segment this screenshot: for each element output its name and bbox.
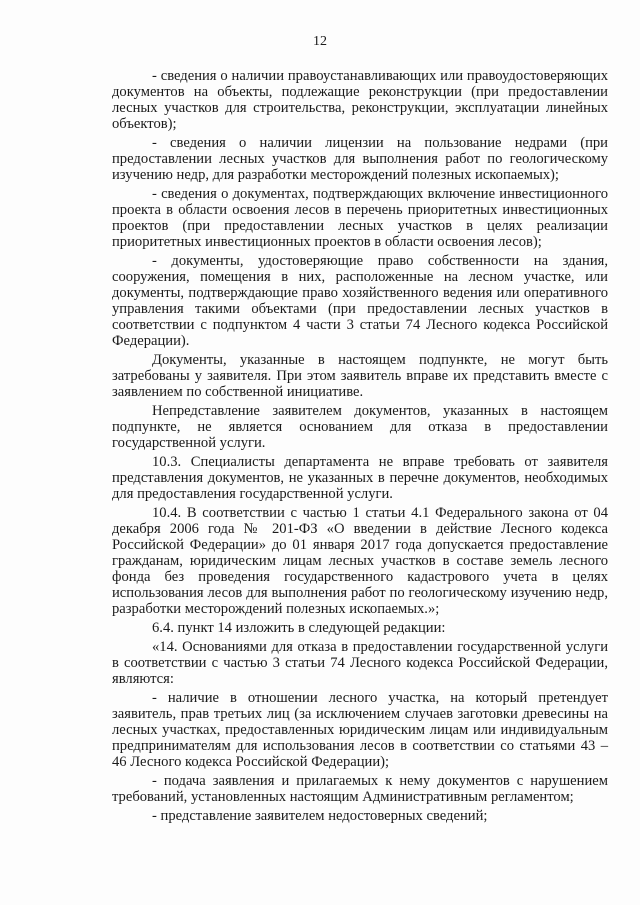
paragraph-6: Непредставление заявителем документов, указанных в настоящем подпункте, не является основанием для отказа в предоставлении государственной услуги. [112, 403, 608, 451]
paragraph-9: 6.4. пункт 14 изложить в следующей редакции: [152, 620, 446, 636]
page-number: 12 [313, 34, 327, 49]
paragraph-10: «14. Основаниями для отказа в предоставлении государственной услуги в соответствии с частью 3 статьи 74 Лесного кодекса Российской Федерации, являются: [112, 639, 608, 687]
paragraph-13: - представление заявителем недостоверных сведений; [152, 808, 488, 824]
paragraph-4: - документы, удостоверяющие право собственности на здания, сооружения, помещения в них, расположенные на лесном участке, или документы, подтверждающие право хозяйственного ведения или оперативного управления такими объектами (при предоставлении лесных участков в соответствии с подпунктом 4 части 3 статьи 74 Лесного кодекса Российской Федерации). [112, 253, 608, 349]
paragraph-2: - сведения о наличии лицензии на пользование недрами (при предоставлении лесных участков для выполнения работ по геологическому изучению недр, для разработки месторождений полезных ископаемых); [112, 135, 608, 183]
paragraph-5: Документы, указанные в настоящем подпункте, не могут быть затребованы у заявителя. При этом заявитель вправе их представить вместе с заявлением по собственной инициативе. [112, 352, 608, 400]
document-body [112, 68, 608, 827]
paragraph-3: - сведения о документах, подтверждающих включение инвестиционного проекта в области освоения лесов в перечень приоритетных инвестиционных проектов (при предоставлении лесных участков в целях реализации приоритетных инвестиционных проектов в области освоения лесов); [112, 186, 608, 250]
paragraph-11: - наличие в отношении лесного участка, на который претендует заявитель, прав третьих лиц (за исключением случаев заготовки древесины на лесных участках, предоставленных юридическим лицам или индивидуальным предпринимателям для использования лесов в соответствии со статьями 43 – 46 Лесного кодекса Российской Федерации); [112, 690, 608, 770]
paragraph-1: - сведения о наличии правоустанавливающих или правоудостоверяющих документов на объекты, подлежащие реконструкции (при предоставлении лесных участков для строительства, реконструкции, эксплуатации линейных объектов); [112, 68, 608, 132]
paragraph-8: 10.4. В соответствии с частью 1 статьи 4.1 Федерального закона от 04 декабря 2006 года № 201-ФЗ «О введении в действие Лесного кодекса Российской Федерации» до 01 января 2017 года допускается предоставление гражданам, юридическим лицам лесных участков в составе земель лесного фонда без проведения государственного кадастрового учета в целях использования лесов для выполнения работ по геологическому изучению недр, разработки месторождений полезных ископаемых.»; [112, 505, 608, 617]
paragraph-12: - подача заявления и прилагаемых к нему документов с нарушением требований, установленных настоящим Административным регламентом; [112, 773, 608, 805]
paragraph-7: 10.3. Специалисты департамента не вправе требовать от заявителя представления документов, не указанных в перечне документов, необходимых для предоставления государственной услуги. [112, 454, 608, 502]
